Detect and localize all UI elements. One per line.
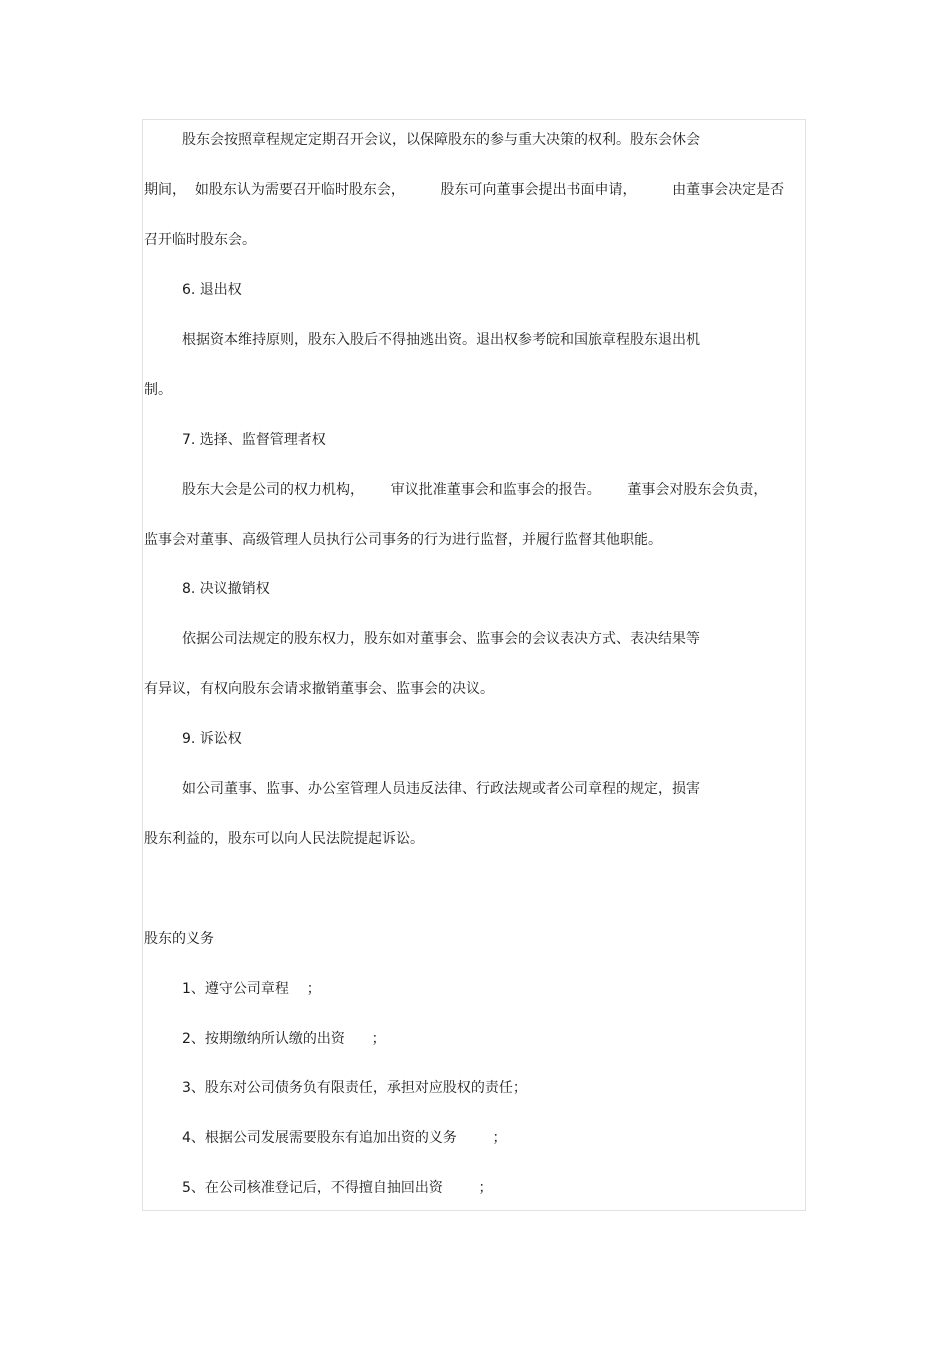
duty-item: 3、股东对公司债务负有限责任，承担对应股权的责任； [182, 1080, 527, 1096]
paragraph-8-line-2: 有异议，有权向股东会请求撤销董事会、监事会的决议。 [144, 681, 494, 697]
heading-litigation-right: 9. 诉讼权 [182, 731, 242, 747]
duty-item: 5、在公司核准登记后，不得擅自抽回出资 ； [182, 1180, 493, 1196]
paragraph-6-line-1: 根据资本维持原则，股东入股后不得抽逃出资。退出权参考皖和国旅章程股东退出机 [182, 332, 700, 348]
heading-revocation-right: 8. 决议撤销权 [182, 581, 270, 597]
paragraph-5-line-3: 召开临时股东会。 [144, 232, 256, 248]
paragraph-9-line-1: 如公司董事、监事、办公室管理人员违反法律、行政法规或者公司章程的规定，损害 [182, 781, 700, 797]
paragraph-7-line-2: 监事会对董事、高级管理人员执行公司事务的行为进行监督，并履行监督其他职能。 [144, 532, 662, 548]
heading-manager-right: 7. 选择、监督管理者权 [182, 432, 326, 448]
paragraph-6-line-2: 制。 [144, 382, 172, 398]
paragraph-5-line-1: 股东会按照章程规定定期召开会议，以保障股东的参与重大决策的权利。股东会休会 [182, 132, 700, 148]
duties-heading: 股东的义务 [144, 931, 214, 947]
paragraph-9-line-2: 股东利益的，股东可以向人民法院提起诉讼。 [144, 831, 424, 847]
paragraph-8-line-1: 依据公司法规定的股东权力，股东如对董事会、监事会的会议表决方式、表决结果等 [182, 631, 700, 647]
duty-item: 4、根据公司发展需要股东有追加出资的义务 ； [182, 1130, 507, 1146]
paragraph-7-line-1: 股东大会是公司的权力机构， 审议批准董事会和监事会的报告。 董事会对股东会负责， [182, 482, 768, 498]
paragraph-5-line-2: 期间， 如股东认为需要召开临时股东会， 股东可向董事会提出书面申请， 由董事会决定是否 [144, 182, 785, 198]
duty-item: 1、遵守公司章程 ； [182, 981, 321, 997]
duty-item: 2、按期缴纳所认缴的出资 ； [182, 1031, 386, 1047]
heading-exit-right: 6. 退出权 [182, 282, 242, 298]
